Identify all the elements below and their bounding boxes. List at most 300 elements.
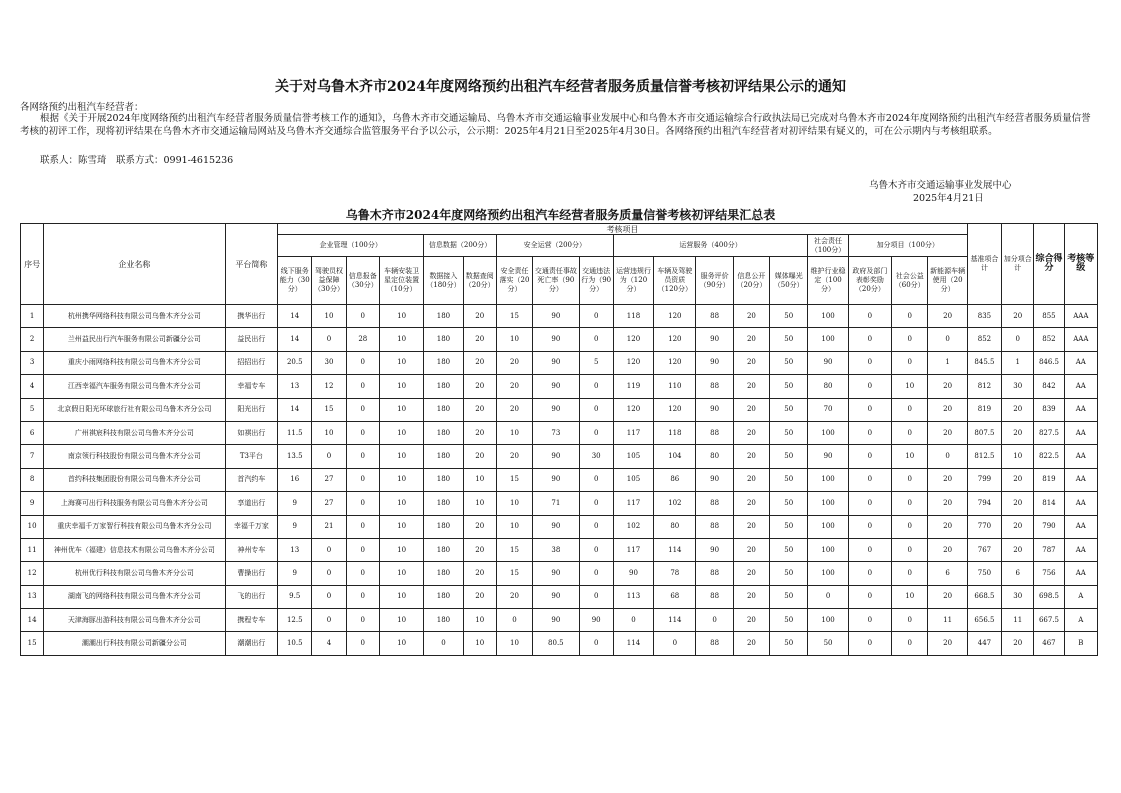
row-score: 0 <box>346 398 379 421</box>
row-grade: AA <box>1064 468 1097 491</box>
row-bonus-total: 20 <box>1002 421 1034 444</box>
table-row <box>21 538 1098 561</box>
row-score: 0 <box>892 632 928 655</box>
row-score: 88 <box>696 421 733 444</box>
row-score: 68 <box>654 585 696 608</box>
row-score: 0 <box>928 445 967 468</box>
row-score: 90 <box>533 585 579 608</box>
row-score: 0 <box>346 609 379 632</box>
subheader-8: 交通违法行为（90分） <box>579 257 613 305</box>
row-overall: 827.5 <box>1034 421 1064 444</box>
row-score: 21 <box>312 515 346 538</box>
row-score: 0 <box>848 421 891 444</box>
row-score: 20 <box>733 515 769 538</box>
row-score: 50 <box>808 632 848 655</box>
row-grade: AA <box>1064 562 1097 585</box>
row-score: 15 <box>496 562 532 585</box>
row-score: 71 <box>533 492 579 515</box>
row-score: 10 <box>496 492 532 515</box>
row-score: 90 <box>696 538 733 561</box>
row-score: 20 <box>733 328 769 351</box>
row-score: 0 <box>892 609 928 632</box>
row-score: 13 <box>278 375 312 398</box>
subheader-0: 线下服务能力（30分） <box>278 257 312 305</box>
row-overall: 839 <box>1034 398 1064 421</box>
row-company: 神州优车（福建）信息技术有限公司乌鲁木齐分公司 <box>44 538 225 561</box>
row-score: 0 <box>579 515 613 538</box>
row-score: 180 <box>424 398 463 421</box>
group-info: 信息数据（200分） <box>424 235 497 257</box>
row-base-total: 794 <box>967 492 1001 515</box>
row-score: 0 <box>613 609 653 632</box>
row-platform: 招招出行 <box>225 351 277 374</box>
row-score: 100 <box>808 421 848 444</box>
row-score: 0 <box>848 538 891 561</box>
row-overall: 667.5 <box>1034 609 1064 632</box>
row-score: 180 <box>424 492 463 515</box>
subheader-16: 社会公益（60分） <box>892 257 928 305</box>
row-score: 90 <box>808 351 848 374</box>
row-base-total: 799 <box>967 468 1001 491</box>
row-company: 湖南飞的网络科技有限公司乌鲁木齐分公司 <box>44 585 225 608</box>
row-score: 120 <box>613 398 653 421</box>
row-score: 20 <box>928 398 967 421</box>
row-score: 15 <box>496 538 532 561</box>
row-score: 50 <box>770 538 808 561</box>
row-score: 20 <box>463 351 496 374</box>
row-score: 20 <box>733 305 769 328</box>
row-score: 20 <box>928 492 967 515</box>
row-grade: AA <box>1064 351 1097 374</box>
row-score: 90 <box>533 468 579 491</box>
header-assessment: 考核项目 <box>278 224 968 235</box>
table-row <box>21 492 1098 515</box>
row-score: 20 <box>733 398 769 421</box>
row-base-total: 819 <box>967 398 1001 421</box>
row-grade: AA <box>1064 375 1097 398</box>
subheader-3: 车辆安装卫星定位装置（10分） <box>379 257 423 305</box>
row-seq: 13 <box>21 585 44 608</box>
row-score: 90 <box>579 609 613 632</box>
row-overall: 842 <box>1034 375 1064 398</box>
table-row <box>21 515 1098 538</box>
row-score: 10 <box>379 468 423 491</box>
subheader-13: 媒体曝光（50分） <box>770 257 808 305</box>
row-seq: 10 <box>21 515 44 538</box>
row-bonus-total: 30 <box>1002 375 1034 398</box>
row-score: 10 <box>379 632 423 655</box>
row-score: 0 <box>346 421 379 444</box>
row-score: 100 <box>808 515 848 538</box>
row-score: 100 <box>808 468 848 491</box>
row-score: 10 <box>379 515 423 538</box>
row-score: 90 <box>533 609 579 632</box>
row-score: 50 <box>770 632 808 655</box>
row-score: 0 <box>496 609 532 632</box>
table-row <box>21 632 1098 655</box>
row-score: 10 <box>379 398 423 421</box>
row-score: 20 <box>733 351 769 374</box>
notice-body: 根据《关于开展2024年度网络预约出租汽车经营者服务质量信誉考核工作的通知》，乌鲁木齐市交通运输局、乌鲁木齐市交通运输事业发展中心和乌鲁木齐市交通运输综合行政执法局已完成对乌鲁木齐市2024年度网络预约出租汽车经营者服务质量信誉考核的初评工作，现将初评结果在乌鲁木齐市交通运输局网站及乌鲁木齐交通综合监管服务平台予以公示，公示期：2025年4月21日至2025年4月30日。各网络预约出租汽车经营者对初评结果有疑义的，可在公示期内与考核组联系。 <box>20 113 1091 137</box>
subheader-1: 驾驶员权益保障（30分） <box>312 257 346 305</box>
row-score: 90 <box>533 351 579 374</box>
row-score: 4 <box>312 632 346 655</box>
row-company: 天津海豚出游科技有限公司乌鲁木齐分公司 <box>44 609 225 632</box>
row-score: 102 <box>654 492 696 515</box>
row-score: 0 <box>346 538 379 561</box>
row-bonus-total: 20 <box>1002 538 1034 561</box>
row-score: 0 <box>848 585 891 608</box>
row-grade: A <box>1064 609 1097 632</box>
row-score: 20 <box>463 328 496 351</box>
row-score: 27 <box>312 468 346 491</box>
row-score: 20 <box>496 375 532 398</box>
row-score: 88 <box>696 515 733 538</box>
group-social: 社会责任（100分） <box>808 235 848 257</box>
row-score: 10 <box>379 562 423 585</box>
row-score: 20 <box>496 351 532 374</box>
row-score: 90 <box>533 562 579 585</box>
row-score: 180 <box>424 562 463 585</box>
row-score: 0 <box>346 562 379 585</box>
row-base-total: 767 <box>967 538 1001 561</box>
row-score: 50 <box>770 515 808 538</box>
row-score: 100 <box>808 538 848 561</box>
row-score: 0 <box>346 351 379 374</box>
row-seq: 1 <box>21 305 44 328</box>
row-score: 0 <box>892 305 928 328</box>
row-score: 5 <box>579 351 613 374</box>
row-score: 0 <box>928 328 967 351</box>
row-score: 90 <box>533 375 579 398</box>
row-company: 首约科技集团股份有限公司乌鲁木齐分公司 <box>44 468 225 491</box>
row-score: 10 <box>379 538 423 561</box>
row-score: 20 <box>496 585 532 608</box>
row-score: 20 <box>733 375 769 398</box>
row-score: 28 <box>346 328 379 351</box>
row-platform: 如祺出行 <box>225 421 277 444</box>
row-score: 50 <box>770 562 808 585</box>
row-score: 50 <box>770 328 808 351</box>
row-seq: 3 <box>21 351 44 374</box>
row-bonus-total: 20 <box>1002 468 1034 491</box>
row-score: 50 <box>770 305 808 328</box>
row-score: 114 <box>613 632 653 655</box>
row-score: 0 <box>892 398 928 421</box>
group-bonus: 加分项目（100分） <box>848 235 967 257</box>
row-score: 20 <box>463 538 496 561</box>
row-overall: 814 <box>1034 492 1064 515</box>
row-score: 10 <box>463 609 496 632</box>
subheader-10: 车辆及驾驶员资质（120分） <box>654 257 696 305</box>
row-score: 0 <box>579 468 613 491</box>
row-score: 80 <box>696 445 733 468</box>
row-score: 50 <box>770 609 808 632</box>
row-bonus-total: 20 <box>1002 515 1034 538</box>
row-score: 0 <box>579 632 613 655</box>
subheader-15: 政府及部门表彰奖励（20分） <box>848 257 891 305</box>
header-grade: 考核等级 <box>1064 224 1097 305</box>
table-row <box>21 305 1098 328</box>
row-score: 0 <box>312 609 346 632</box>
row-score: 90 <box>696 351 733 374</box>
subheader-17: 新能源车辆使用（20分） <box>928 257 967 305</box>
row-score: 10 <box>379 445 423 468</box>
row-score: 10 <box>892 445 928 468</box>
row-score: 20 <box>463 562 496 585</box>
row-score: 180 <box>424 445 463 468</box>
header-seq: 序号 <box>21 224 44 305</box>
row-grade: AAA <box>1064 305 1097 328</box>
row-score: 110 <box>654 375 696 398</box>
row-seq: 14 <box>21 609 44 632</box>
row-bonus-total: 6 <box>1002 562 1034 585</box>
row-company: 北京假日阳光环球旅行社有限公司乌鲁木齐分公司 <box>44 398 225 421</box>
row-score: 90 <box>533 445 579 468</box>
row-score: 12 <box>312 375 346 398</box>
row-score: 180 <box>424 421 463 444</box>
table-row <box>21 609 1098 632</box>
row-score: 0 <box>579 375 613 398</box>
header-platform: 平台简称 <box>225 224 277 305</box>
row-seq: 5 <box>21 398 44 421</box>
subheader-12: 信息公开（20分） <box>733 257 769 305</box>
row-score: 20 <box>928 305 967 328</box>
row-platform: 潮潮出行 <box>225 632 277 655</box>
row-score: 50 <box>770 375 808 398</box>
row-score: 15 <box>312 398 346 421</box>
row-score: 10 <box>496 515 532 538</box>
row-score: 20 <box>928 515 967 538</box>
row-score: 20 <box>496 398 532 421</box>
row-seq: 2 <box>21 328 44 351</box>
row-score: 119 <box>613 375 653 398</box>
row-score: 20.5 <box>278 351 312 374</box>
row-score: 113 <box>613 585 653 608</box>
row-score: 50 <box>770 398 808 421</box>
row-score: 0 <box>892 351 928 374</box>
row-score: 10 <box>463 468 496 491</box>
row-base-total: 668.5 <box>967 585 1001 608</box>
row-score: 20 <box>733 562 769 585</box>
row-score: 0 <box>808 585 848 608</box>
subheader-6: 安全责任落实（20分） <box>496 257 532 305</box>
row-score: 88 <box>696 492 733 515</box>
row-score: 180 <box>424 609 463 632</box>
row-score: 50 <box>770 492 808 515</box>
row-score: 12.5 <box>278 609 312 632</box>
row-score: 0 <box>696 609 733 632</box>
row-grade: AA <box>1064 492 1097 515</box>
row-score: 14 <box>278 305 312 328</box>
row-base-total: 812 <box>967 375 1001 398</box>
row-score: 0 <box>848 328 891 351</box>
row-score: 88 <box>696 585 733 608</box>
row-score: 100 <box>808 562 848 585</box>
row-score: 88 <box>696 562 733 585</box>
row-score: 10 <box>379 328 423 351</box>
row-score: 10 <box>312 305 346 328</box>
row-score: 0 <box>579 421 613 444</box>
row-score: 14 <box>278 328 312 351</box>
row-score: 88 <box>696 632 733 655</box>
row-score: 0 <box>848 562 891 585</box>
table-row <box>21 398 1098 421</box>
row-score: 0 <box>892 421 928 444</box>
row-score: 90 <box>696 328 733 351</box>
row-platform: 阳光出行 <box>225 398 277 421</box>
row-score: 10 <box>379 351 423 374</box>
row-score: 20 <box>928 375 967 398</box>
row-overall: 819 <box>1034 468 1064 491</box>
row-score: 13 <box>278 538 312 561</box>
subheader-5: 数据查阅（20分） <box>463 257 496 305</box>
row-score: 120 <box>613 328 653 351</box>
row-score: 90 <box>533 328 579 351</box>
row-seq: 12 <box>21 562 44 585</box>
table-row <box>21 421 1098 444</box>
row-score: 180 <box>424 585 463 608</box>
row-score: 180 <box>424 351 463 374</box>
row-score: 117 <box>613 421 653 444</box>
row-score: 70 <box>808 398 848 421</box>
results-table <box>20 223 1098 656</box>
row-company: 杭州优行科技有限公司乌鲁木齐分公司 <box>44 562 225 585</box>
row-score: 0 <box>848 375 891 398</box>
row-overall: 790 <box>1034 515 1064 538</box>
row-overall: 822.5 <box>1034 445 1064 468</box>
row-score: 90 <box>533 398 579 421</box>
row-score: 0 <box>848 632 891 655</box>
header-company: 企业名称 <box>44 224 225 305</box>
row-score: 114 <box>654 538 696 561</box>
row-overall: 467 <box>1034 632 1064 655</box>
row-score: 11 <box>928 609 967 632</box>
row-base-total: 807.5 <box>967 421 1001 444</box>
row-score: 15 <box>496 468 532 491</box>
row-score: 20 <box>928 632 967 655</box>
row-grade: A <box>1064 585 1097 608</box>
row-score: 20 <box>733 609 769 632</box>
row-overall: 756 <box>1034 562 1064 585</box>
row-overall: 787 <box>1034 538 1064 561</box>
row-score: 10 <box>496 632 532 655</box>
row-company: 重庆幸福千万家智行科技有限公司乌鲁木齐分公司 <box>44 515 225 538</box>
row-score: 0 <box>892 492 928 515</box>
row-score: 10.5 <box>278 632 312 655</box>
row-score: 0 <box>848 398 891 421</box>
table-title: 乌鲁木齐市2024年度网络预约出租汽车经营者服务质量信誉考核初评结果汇总表 <box>345 208 776 222</box>
group-management: 企业管理（100分） <box>278 235 424 257</box>
row-score: 20 <box>463 305 496 328</box>
row-score: 0 <box>346 585 379 608</box>
row-score: 0 <box>848 445 891 468</box>
row-score: 0 <box>424 632 463 655</box>
row-score: 10 <box>379 305 423 328</box>
row-grade: AA <box>1064 445 1097 468</box>
row-seq: 7 <box>21 445 44 468</box>
row-grade: AA <box>1064 515 1097 538</box>
table-row <box>21 445 1098 468</box>
row-bonus-total: 10 <box>1002 445 1034 468</box>
row-score: 16 <box>278 468 312 491</box>
subheader-14: 维护行业稳定（100分） <box>808 257 848 305</box>
row-score: 20 <box>928 538 967 561</box>
row-score: 10 <box>379 375 423 398</box>
addressee: 各网络预约出租汽车经营者： <box>20 102 144 113</box>
row-base-total: 812.5 <box>967 445 1001 468</box>
row-score: 10 <box>463 632 496 655</box>
row-score: 10 <box>496 328 532 351</box>
row-score: 0 <box>312 445 346 468</box>
row-score: 90 <box>696 398 733 421</box>
row-score: 120 <box>654 305 696 328</box>
row-platform: 益民出行 <box>225 328 277 351</box>
row-score: 0 <box>346 632 379 655</box>
row-score: 120 <box>654 398 696 421</box>
row-score: 180 <box>424 328 463 351</box>
row-platform: T3平台 <box>225 445 277 468</box>
row-score: 180 <box>424 375 463 398</box>
row-bonus-total: 1 <box>1002 351 1034 374</box>
row-score: 13.5 <box>278 445 312 468</box>
row-company: 重庆小雨网络科技有限公司乌鲁木齐分公司 <box>44 351 225 374</box>
row-score: 102 <box>613 515 653 538</box>
row-score: 120 <box>654 351 696 374</box>
row-seq: 8 <box>21 468 44 491</box>
row-score: 73 <box>533 421 579 444</box>
header-bonus-total: 加分项合计 <box>1002 224 1034 305</box>
row-platform: 首汽约车 <box>225 468 277 491</box>
subheader-4: 数据接入（180分） <box>424 257 463 305</box>
row-score: 6 <box>928 562 967 585</box>
table-row <box>21 328 1098 351</box>
row-score: 14 <box>278 398 312 421</box>
row-bonus-total: 20 <box>1002 305 1034 328</box>
row-score: 0 <box>346 492 379 515</box>
row-score: 88 <box>696 305 733 328</box>
row-platform: 享道出行 <box>225 492 277 515</box>
subheader-9: 运营违规行为（120分） <box>613 257 653 305</box>
row-score: 20 <box>496 445 532 468</box>
row-score: 20 <box>928 585 967 608</box>
row-score: 20 <box>733 421 769 444</box>
row-score: 90 <box>533 305 579 328</box>
row-company: 江西幸福汽车服务有限公司乌鲁木齐分公司 <box>44 375 225 398</box>
row-base-total: 845.5 <box>967 351 1001 374</box>
row-score: 10 <box>463 492 496 515</box>
row-score: 0 <box>579 398 613 421</box>
row-score: 0 <box>346 375 379 398</box>
row-score: 120 <box>613 351 653 374</box>
row-score: 0 <box>848 609 891 632</box>
row-score: 50 <box>770 585 808 608</box>
row-base-total: 852 <box>967 328 1001 351</box>
row-bonus-total: 30 <box>1002 585 1034 608</box>
row-score: 20 <box>463 421 496 444</box>
row-score: 180 <box>424 515 463 538</box>
row-score: 9 <box>278 492 312 515</box>
header-overall: 综合得分 <box>1034 224 1064 305</box>
row-score: 100 <box>808 305 848 328</box>
row-score: 118 <box>654 421 696 444</box>
row-score: 20 <box>733 538 769 561</box>
header-base-total: 基准项合计 <box>967 224 1001 305</box>
row-grade: AAA <box>1064 328 1097 351</box>
row-score: 20 <box>463 445 496 468</box>
row-score: 117 <box>613 538 653 561</box>
row-score: 100 <box>808 609 848 632</box>
